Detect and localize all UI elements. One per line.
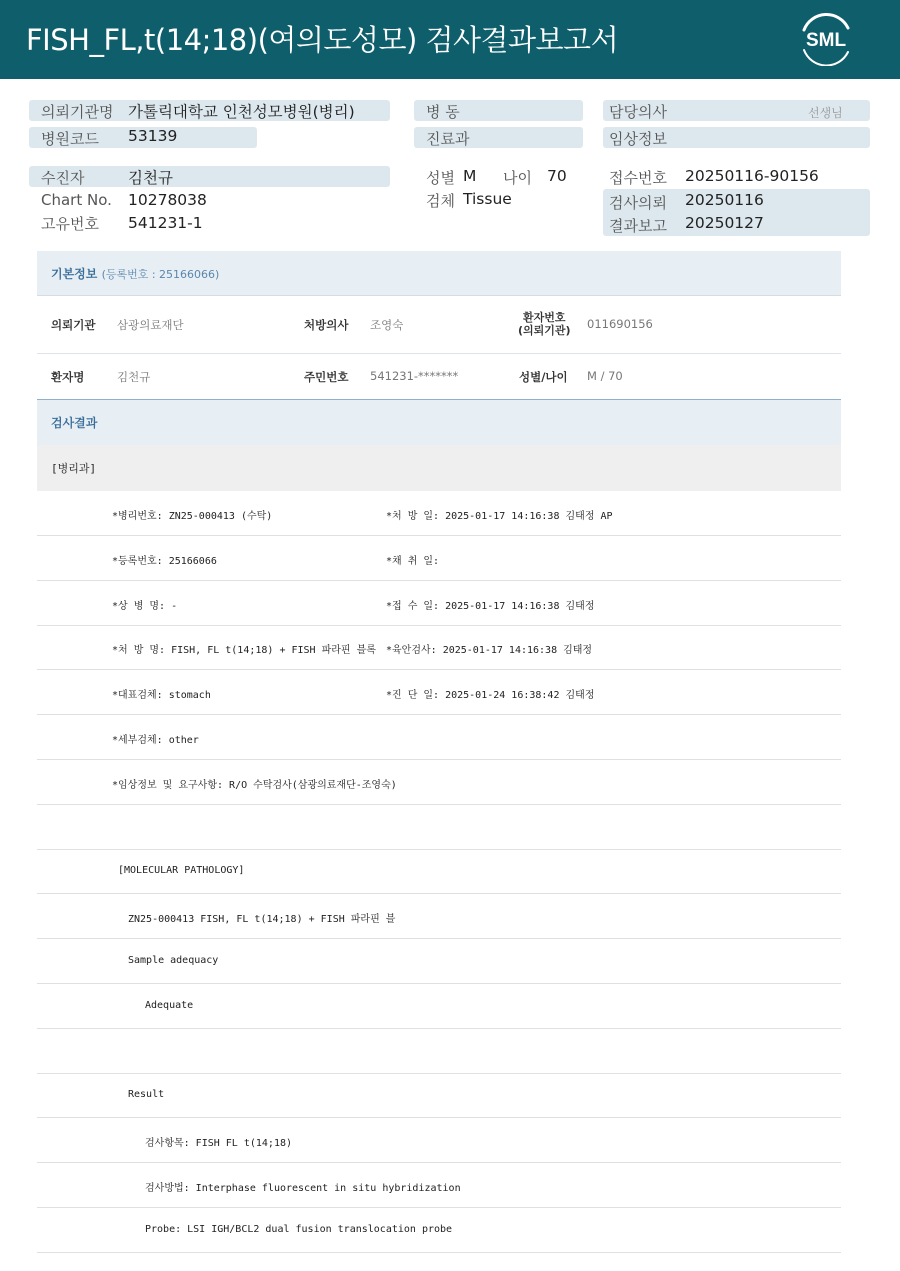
rrn-label: 주민번호	[304, 370, 349, 384]
patient-name-label: 환자명	[51, 370, 85, 384]
result-row-right: *접 수 일: 2025-01-17 14:16:38 김태정	[386, 600, 595, 612]
result-row-right: *채 취 일:	[386, 555, 440, 567]
sex-value: M	[463, 167, 477, 185]
unique-label: 고유번호	[41, 215, 99, 233]
doctor-label: 담당의사	[609, 103, 667, 121]
report-label: 결과보고	[609, 217, 667, 235]
result-row	[37, 1118, 841, 1163]
result-row	[37, 1163, 841, 1208]
sex-label: 성별	[426, 169, 455, 187]
result-row	[37, 581, 841, 626]
pathology-dept-row	[37, 445, 841, 491]
result-row-left: 검사방법: Interphase fluorescent in situ hybridization	[145, 1183, 461, 1194]
inst-label: 의뢰기관	[51, 318, 96, 332]
result-row	[37, 491, 841, 536]
patient-no-label: 환자번호 (의뢰기관)	[518, 311, 571, 337]
report-value: 20250127	[685, 214, 764, 232]
request-value: 20250116	[685, 191, 764, 209]
request-label: 검사의뢰	[609, 194, 667, 212]
result-row	[37, 805, 841, 850]
ward-label: 병 동	[426, 103, 460, 121]
result-row-left: Adequate	[145, 999, 194, 1011]
result-row	[37, 760, 841, 805]
basic-info-row-1	[37, 296, 841, 354]
result-row-left: Sample adequacy	[128, 955, 219, 966]
age-label: 나이	[503, 169, 532, 187]
result-row	[37, 715, 841, 760]
report-header	[0, 0, 900, 79]
prescriber-value: 조영숙	[370, 318, 404, 332]
inst-value: 삼광의료재단	[117, 318, 184, 332]
age-value: 70	[547, 167, 567, 185]
logo-text: SML	[805, 30, 847, 51]
result-row-left: Probe: LSI IGH/BCL2 dual fusion translocation probe	[145, 1223, 453, 1235]
result-row	[37, 939, 841, 984]
registration-note: (등록번호 : 25166066)	[101, 268, 220, 281]
result-row	[37, 894, 841, 939]
receipt-value: 20250116-90156	[685, 167, 819, 185]
result-row-right: *진 단 일: 2025-01-24 16:38:42 김태정	[386, 690, 595, 702]
sex-age-label: 성별/나이	[519, 370, 568, 384]
results-header	[37, 400, 841, 445]
result-row-left: 검사항목: FISH FL t(14;18)	[145, 1138, 293, 1150]
result-row-left: [MOLECULAR PATHOLOGY]	[118, 865, 245, 877]
result-row	[37, 536, 841, 581]
result-row-left: Result	[128, 1089, 165, 1101]
result-row	[37, 1029, 841, 1074]
basic-info-row-2	[37, 354, 841, 400]
result-row-left: *세부검체: other	[112, 735, 199, 746]
result-row	[37, 1208, 841, 1253]
basic-info-title: 기본정보 (등록번호 : 25166066)	[51, 267, 220, 281]
rrn-value: 541231-*******	[370, 369, 459, 383]
hospital-code-value: 53139	[128, 127, 178, 145]
report-title: FISH_FL,t(14;18)(여의도성모) 검사결과보고서	[26, 23, 619, 57]
result-row-left: *상 병 명: -	[112, 600, 178, 612]
patient-name-value: 김천규	[117, 370, 151, 384]
chart-value: 10278038	[128, 191, 207, 209]
result-row-left: *대표검체: stomach	[112, 690, 211, 702]
result-row-left: *등록번호: 25166066	[112, 555, 217, 567]
result-row-left: *처 방 명: FISH, FL t(14;18) + FISH 파라핀 블록	[112, 645, 376, 657]
patient-value: 김천규	[128, 169, 173, 187]
unique-value: 541231-1	[128, 214, 203, 232]
results-title: 검사결과	[51, 416, 98, 430]
basic-info-header	[37, 251, 841, 296]
institution-label: 의뢰기관명	[41, 103, 114, 121]
prescriber-label: 처방의사	[304, 318, 349, 332]
result-row	[37, 849, 841, 894]
result-row	[37, 984, 841, 1029]
patient-no-value: 011690156	[587, 317, 653, 331]
sex-age-value: M / 70	[587, 369, 623, 383]
result-row-right: *처 방 일: 2025-01-17 14:16:38 김태정 AP	[386, 511, 613, 522]
result-row	[37, 670, 841, 715]
result-row	[37, 1073, 841, 1118]
result-row	[37, 625, 841, 670]
department-label: 진료과	[426, 130, 470, 148]
patient-label: 수진자	[41, 169, 85, 187]
sml-logo	[796, 12, 856, 66]
doctor-suffix: 선생님	[808, 106, 843, 120]
chart-label: Chart No.	[41, 191, 112, 209]
specimen-value: Tissue	[463, 190, 512, 208]
result-row-left: *병리번호: ZN25-000413 (수탁)	[112, 511, 273, 522]
clinical-info-label: 임상정보	[609, 130, 667, 148]
result-row-right: *육안검사: 2025-01-17 14:16:38 김태정	[386, 645, 593, 657]
institution-value: 가톨릭대학교 인천성모병원(병리)	[128, 103, 355, 121]
result-row-left: *임상정보 및 요구사항: R/O 수탁검사(삼광의료재단-조영숙)	[112, 779, 397, 791]
pathology-dept-label: [병리과]	[51, 462, 97, 475]
hospital-code-label: 병원코드	[41, 130, 99, 148]
result-row-left: ZN25-000413 FISH, FL t(14;18) + FISH 파라핀 블	[128, 914, 396, 926]
receipt-label: 접수번호	[609, 169, 667, 187]
specimen-label: 검체	[426, 192, 455, 210]
